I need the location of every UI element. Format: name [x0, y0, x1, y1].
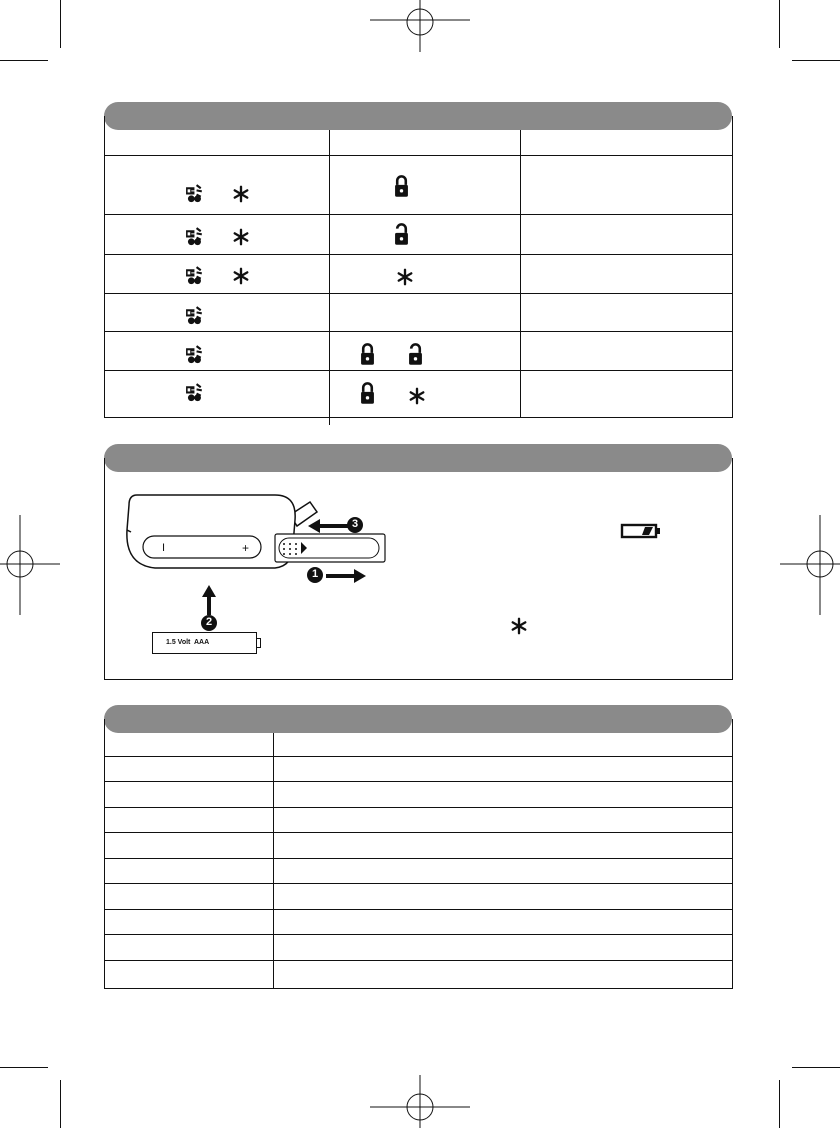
remote-signal-icon	[185, 227, 206, 246]
asterisk-icon	[396, 268, 414, 286]
remote-signal-icon	[185, 266, 206, 285]
battery-label: 1.5 Volt AAA	[166, 639, 210, 646]
asterisk-icon	[232, 185, 250, 203]
registration-mark-top	[370, 0, 470, 60]
remote-signal-icon	[185, 184, 206, 203]
lock-open-icon	[394, 222, 409, 246]
lock-closed-icon	[394, 174, 409, 198]
asterisk-icon	[232, 228, 250, 246]
battery-low-icon	[620, 522, 662, 540]
arrow-right-icon	[326, 568, 366, 584]
arrow-left-icon	[308, 518, 348, 534]
asterisk-icon	[232, 267, 250, 285]
step-1-number: 1	[311, 568, 319, 580]
step-2-number: 2	[205, 616, 213, 628]
registration-mark-left	[0, 515, 60, 615]
registration-mark-right	[780, 515, 840, 615]
lock-closed-icon	[360, 342, 375, 366]
battery-terminal-plus: +	[242, 541, 250, 555]
registration-mark-bottom	[370, 1075, 470, 1128]
battery-terminal-minus: I	[162, 542, 166, 554]
step-3-number: 3	[351, 518, 359, 530]
remote-signal-icon	[185, 345, 206, 364]
remote-signal-icon	[185, 383, 206, 402]
lock-open-icon	[408, 342, 423, 366]
arrow-up-icon	[201, 585, 217, 615]
asterisk-icon	[408, 387, 426, 405]
asterisk-icon	[510, 617, 528, 635]
remote-signal-icon	[185, 306, 206, 325]
lock-closed-icon	[360, 381, 375, 405]
